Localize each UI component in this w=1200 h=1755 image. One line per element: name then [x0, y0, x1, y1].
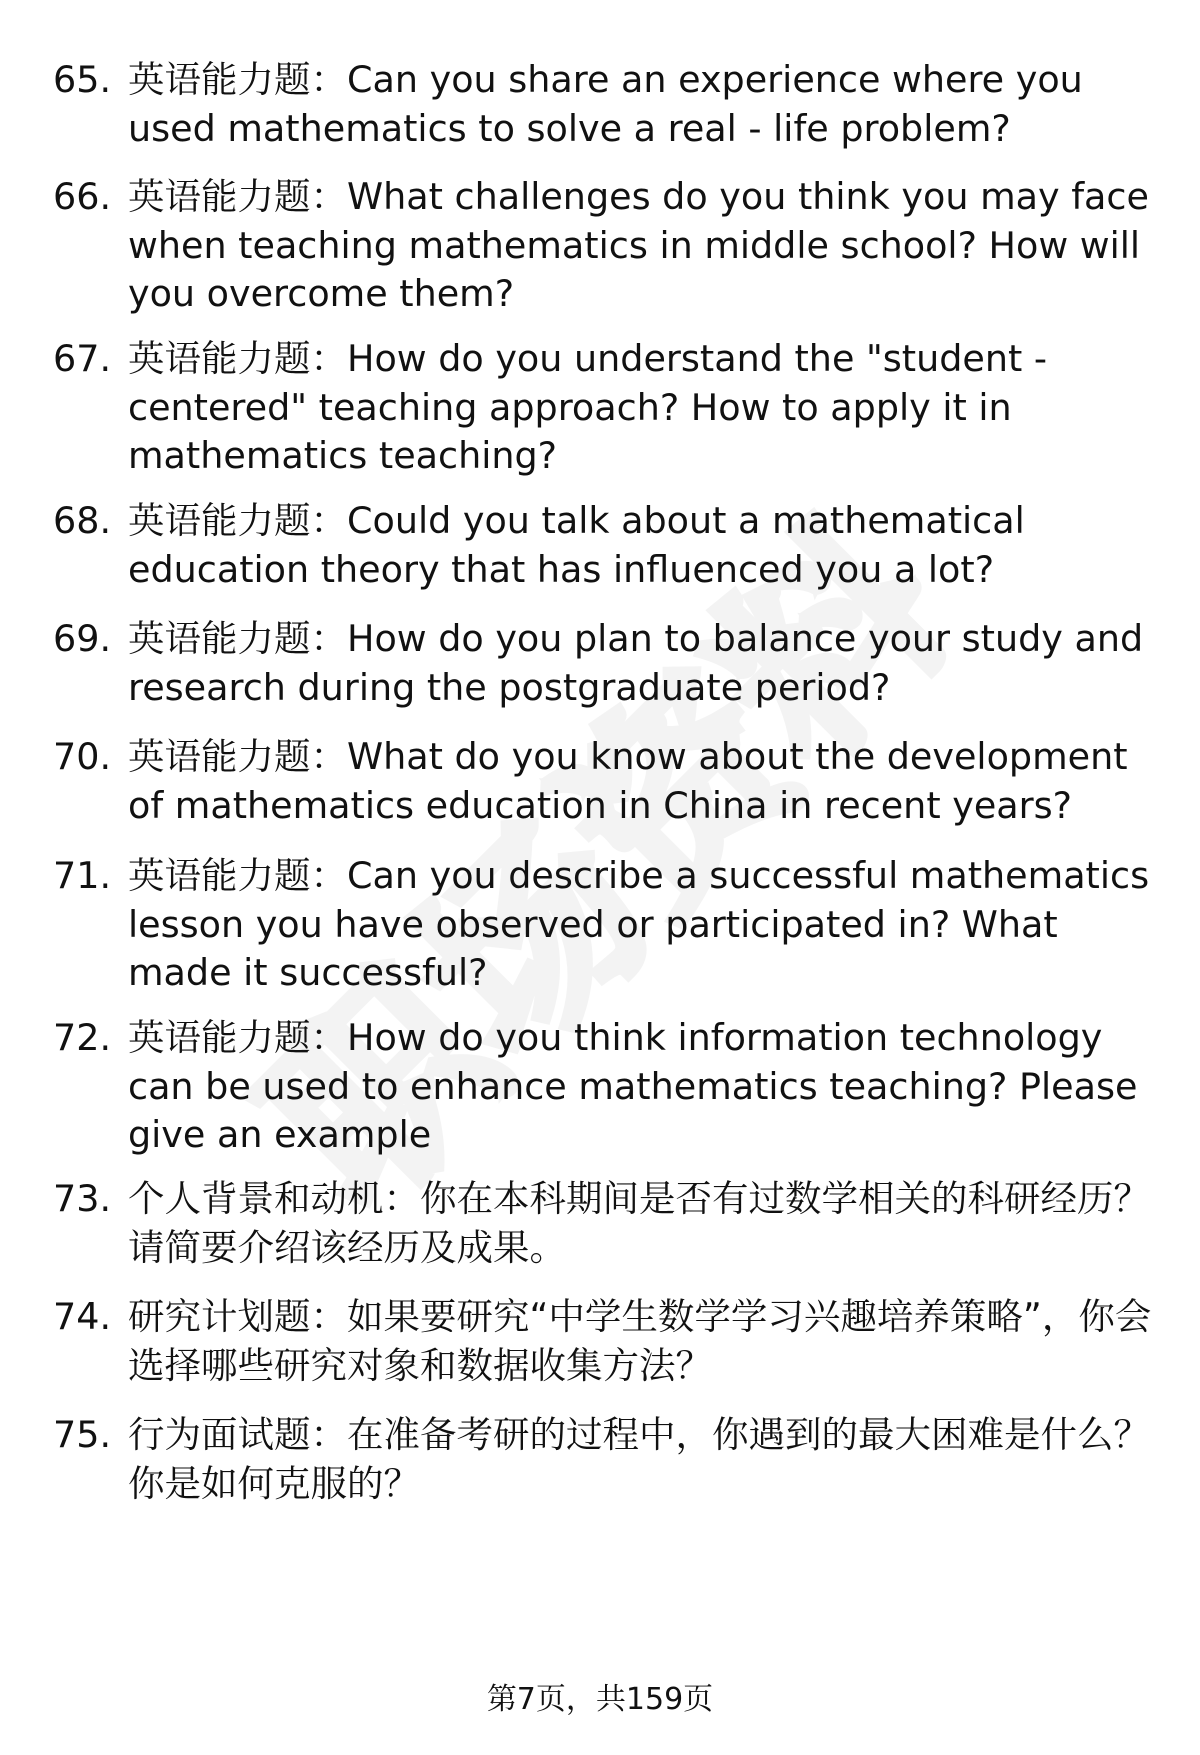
question-text: 英语能力题：Can you share an experience where you used mathematics to solve a real - life problem? — [128, 58, 1083, 150]
question-text: 英语能力题：Can you describe a successful mathematics lesson you have observed or participated in? What made it successful? — [128, 854, 1150, 994]
question-item — [53, 1175, 1163, 1272]
question-number: 74. — [53, 1295, 112, 1338]
question-number: 73. — [53, 1177, 112, 1220]
question-number: 66. — [53, 175, 112, 218]
question-text: 行为面试题：在准备考研的过程中，你遇到的最大困难是什么？你是如何克服的？ — [128, 1413, 1150, 1505]
question-text: 英语能力题：How do you plan to balance your study and research during the postgraduate period? — [128, 617, 1144, 709]
question-item — [53, 852, 1163, 998]
question-item — [53, 335, 1163, 481]
question-number: 65. — [53, 58, 112, 101]
question-number: 71. — [53, 854, 112, 897]
question-item — [53, 56, 1163, 153]
question-text: 研究计划题：如果要研究“中学生数学学习兴趣培养策略”，你会选择哪些研究对象和数据收集方法？ — [128, 1295, 1152, 1387]
question-item — [53, 615, 1163, 712]
question-number: 70. — [53, 735, 112, 778]
question-text: 个人背景和动机：你在本科期间是否有过数学相关的科研经历？请简要介绍该经历及成果。 — [128, 1177, 1150, 1269]
question-item — [53, 1014, 1163, 1160]
question-number: 67. — [53, 337, 112, 380]
question-text: 英语能力题：How do you think information technology can be used to enhance mathematics teaching? Please give an example — [128, 1016, 1138, 1156]
question-text: 英语能力题：What do you know about the development of mathematics education in China in recent years? — [128, 735, 1128, 827]
question-number: 69. — [53, 617, 112, 660]
question-item — [53, 1411, 1163, 1508]
question-item — [53, 1293, 1163, 1390]
question-number: 75. — [53, 1413, 112, 1456]
question-item — [53, 173, 1163, 319]
question-item — [53, 497, 1163, 594]
question-text: 英语能力题：How do you understand the "student - centered" teaching approach? How to apply it in mathematics teaching? — [128, 337, 1048, 477]
question-number: 72. — [53, 1016, 112, 1059]
question-text: 英语能力题：What challenges do you think you may face when teaching mathematics in middle school? How will you overcome them? — [128, 175, 1149, 315]
question-text: 英语能力题：Could you talk about a mathematical education theory that has influenced you a lot? — [128, 499, 1025, 591]
question-item — [53, 733, 1163, 830]
page-number-footer: 第7页，共159页 — [486, 1682, 714, 1717]
question-number: 68. — [53, 499, 112, 542]
